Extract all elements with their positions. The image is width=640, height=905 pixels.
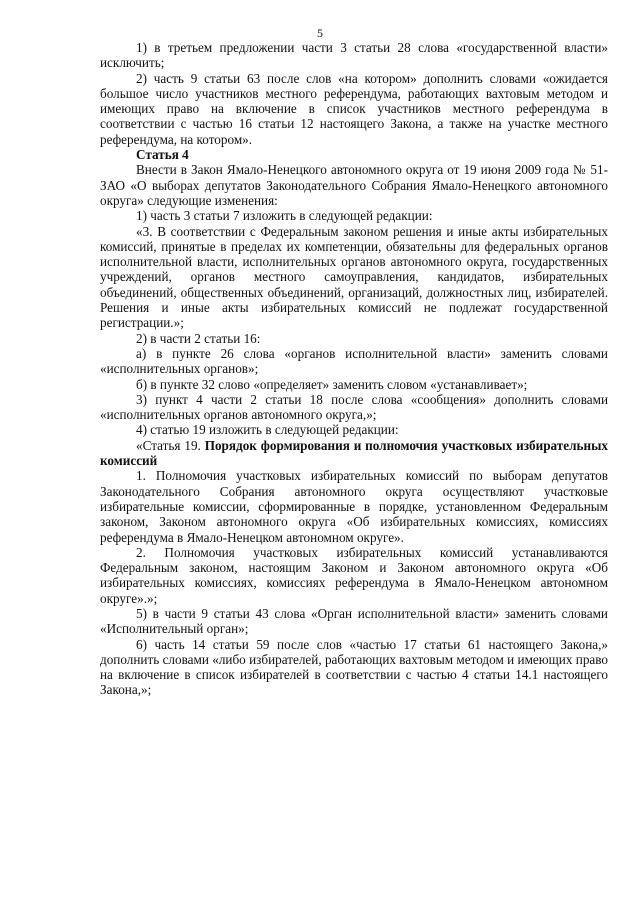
article-heading: Статья 4 — [136, 147, 189, 163]
paragraph-item-5-article43: 5) в части 9 статьи 43 слова «Орган исполнительной власти» заменить словами «Исполнительный орган»; — [100, 605, 608, 637]
paragraph-subitem-a: а) в пункте 26 слова «органов исполнительной власти» заменить словами «исполнительных органов»; — [100, 345, 608, 377]
paragraph-item-2: 2) часть 9 статьи 63 после слов «на котором» дополнить словами «ожидается большое число участников местного референдума, работающих вахтовым методом и имеющих право на включение в список участников местного референдума в соответствии с частью 16 статьи 12 настоящего Закона, а также на участке местного референдума, на котором». — [100, 70, 608, 147]
article19-part-1: 1. Полномочия участковых избирательных комиссий по выборам депутатов Законодательного Собрания автономного округа осуществляют участковые избирательные комиссии, сформированные в порядке, установленном Федеральным законом, Законом автономного округа «Об избирательных комиссиях, комиссиях референдума в Ямало-Ненецком автономном округе». — [100, 468, 608, 545]
paragraph-item-3-article18: 3) пункт 4 части 2 статьи 18 после слова «сообщения» дополнить словами «исполнительных органов автономного округа,»; — [100, 391, 608, 423]
document-body — [100, 40, 608, 698]
page-number: 5 — [317, 26, 323, 40]
article19-title — [100, 438, 608, 469]
paragraph-item-6-article59: 6) часть 14 статьи 59 после слов «частью 17 статьи 61 настоящего Закона,» дополнить словами «либо избирателей, работающих вахтовым методом и имеющих право на включение в список избирателей в соответствии с частью 4 статьи 14.1 настоящего Закона,»; — [100, 636, 608, 698]
article19-part-2: 2. Полномочия участковых избирательных комиссий устанавливаются Федеральным законом, настоящим Законом и Законом автономного округа «Об избирательных комиссиях, комиссиях референдума в Ямало-Ненецком автономном округе».»; — [100, 544, 608, 606]
paragraph-item-1-article7: 1) часть 3 статьи 7 изложить в следующей редакции: — [136, 208, 433, 224]
paragraph-item-2-article16: 2) в части 2 статьи 16: — [136, 330, 261, 346]
paragraph-article-intro: Внести в Закон Ямало-Ненецкого автономного округа от 19 июня 2009 года № 51-ЗАО «О выборах депутатов Законодательного Собрания Ямало-Ненецкого автономного округа» следующие изменения: — [100, 162, 608, 208]
paragraph-item-1: 1) в третьем предложении части 3 статьи 28 слова «государственной власти» исключить; — [100, 40, 608, 71]
article19-title-prefix: «Статья 19. — [136, 437, 205, 453]
article19-title-bold: Порядок формирования и полномочия участковых избирательных комиссий — [100, 437, 608, 469]
paragraph-item-4-article19: 4) статью 19 изложить в следующей редакции: — [136, 422, 399, 438]
paragraph-subitem-b: б) в пункте 32 слово «определяет» заменить словом «устанавливает»; — [136, 376, 528, 392]
paragraph-article7-text: «3. В соответствии с Федеральным законом решения и иные акты избирательных комиссий, принятые в пределах их компетенции, обязательны для федеральных органов исполнительной власти, исполнительных органов автономного округа, государственных учреждений, органов местного самоуправления, кандидатов, избирательных объединений, общественных объединений, организаций, должностных лиц, избирателей. Решения и иные акты избирательных комиссий не подлежат государственной регистрации.»; — [100, 223, 608, 331]
